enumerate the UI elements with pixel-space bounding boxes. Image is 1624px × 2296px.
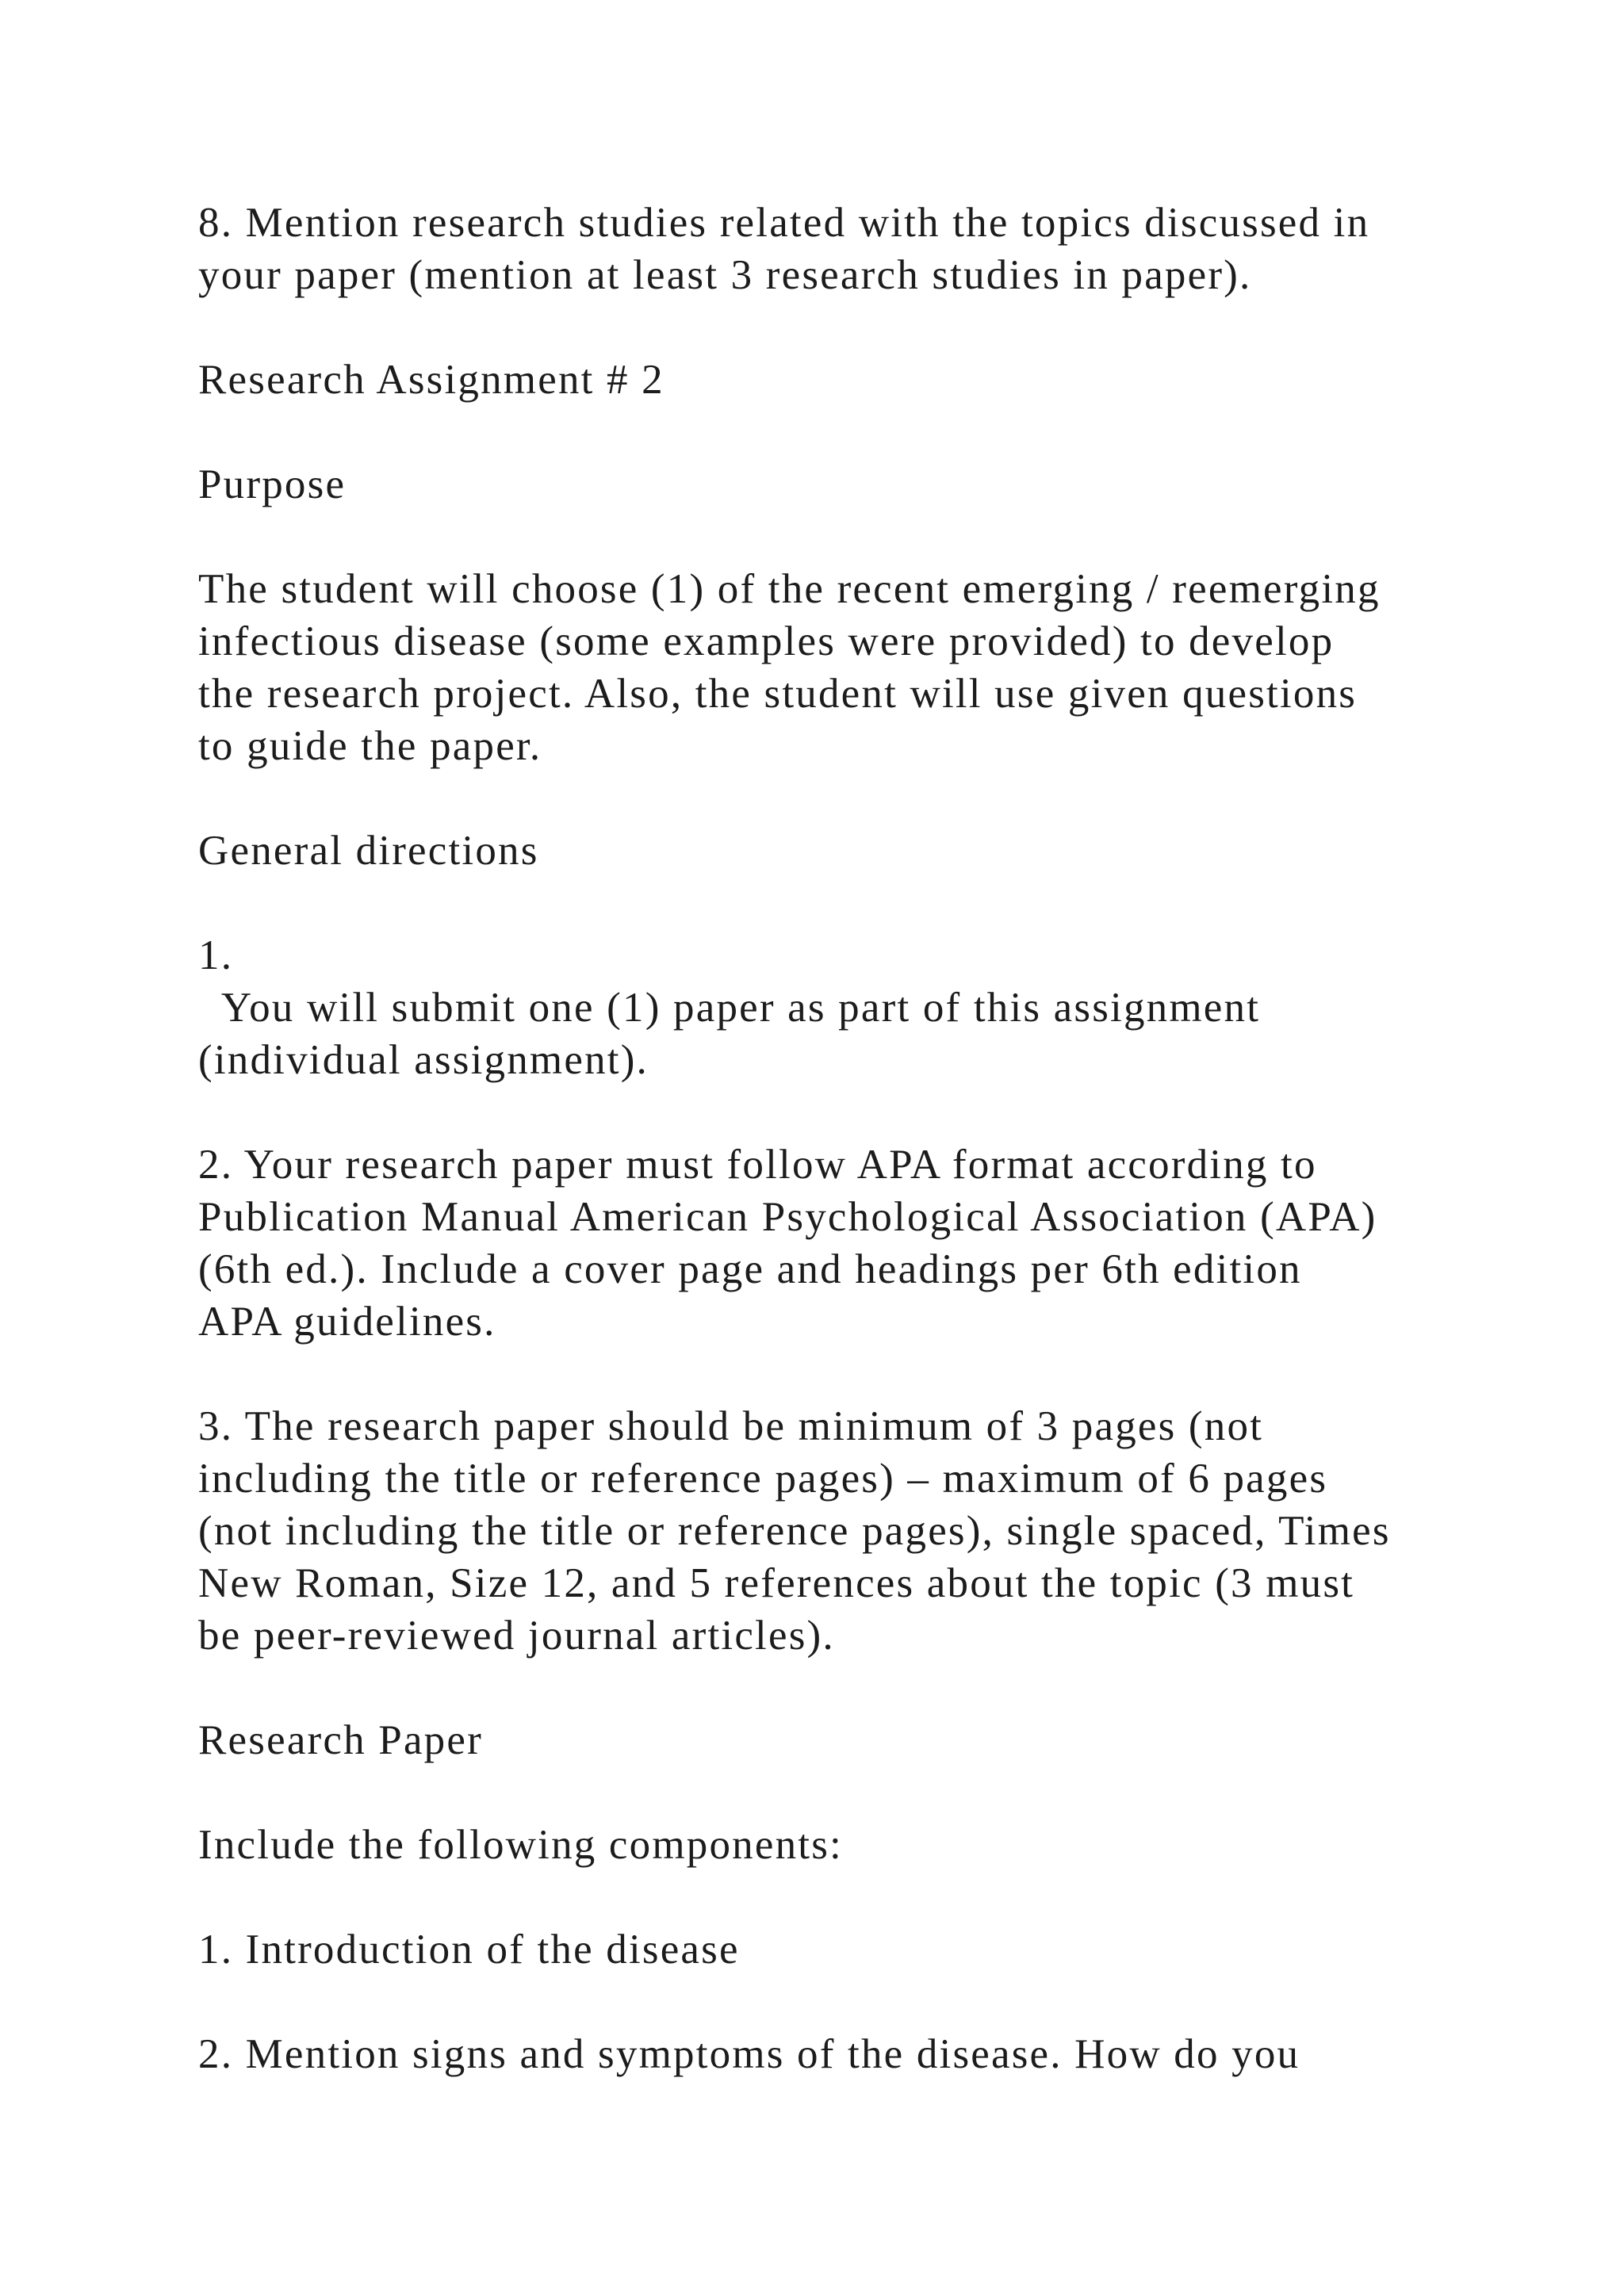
text-line: You will submit one (1) paper as part of this assignment <box>198 985 1261 1031</box>
list-item-8 <box>198 197 1483 301</box>
text-line: 8. Mention research studies related with the topics discussed in <box>198 200 1370 246</box>
text-line: be peer-reviewed journal articles). <box>198 1613 835 1659</box>
text-line: including the title or reference pages) – maximum of 6 pages <box>198 1456 1328 1502</box>
component-item-2 <box>198 2028 1483 2080</box>
heading-text: General directions <box>198 828 539 874</box>
text-line: (individual assignment). <box>198 1037 649 1083</box>
research-paper-heading <box>198 1714 1483 1766</box>
text-line: (not including the title or reference pages), single spaced, Times <box>198 1508 1391 1554</box>
heading-text: Research Assignment # 2 <box>198 357 665 403</box>
list-number: 1. <box>198 932 234 978</box>
purpose-heading <box>198 458 1483 511</box>
text-line: 1. Introduction of the disease <box>198 1927 740 1973</box>
heading-text: Purpose <box>198 461 347 507</box>
heading-text: Research Paper <box>198 1717 483 1763</box>
text-line: the research project. Also, the student will use given questions <box>198 671 1358 717</box>
text-line: APA guidelines. <box>198 1299 496 1345</box>
components-intro <box>198 1819 1483 1871</box>
text-line: 3. The research paper should be minimum of 3 pages (not <box>198 1403 1264 1449</box>
direction-item-3 <box>198 1400 1483 1662</box>
text-line: The student will choose (1) of the recent emerging / reemerging <box>198 566 1381 612</box>
document-body <box>198 197 1483 2133</box>
component-item-1 <box>198 1923 1483 1976</box>
text-line: Include the following components: <box>198 1822 843 1868</box>
direction-item-1 <box>198 929 1483 1086</box>
text-line: 2. Mention signs and symptoms of the disease. How do you <box>198 2031 1300 2077</box>
direction-item-2 <box>198 1138 1483 1348</box>
text-line: (6th ed.). Include a cover page and headings per 6th edition <box>198 1246 1302 1292</box>
assignment-heading <box>198 354 1483 406</box>
text-line: to guide the paper. <box>198 723 542 769</box>
text-line: New Roman, Size 12, and 5 references about the topic (3 must <box>198 1560 1355 1606</box>
text-line: 2. Your research paper must follow APA format according to <box>198 1142 1317 1188</box>
text-line: infectious disease (some examples were provided) to develop <box>198 618 1335 664</box>
text-line: Publication Manual American Psychological Association (APA) <box>198 1194 1377 1240</box>
text-line: your paper (mention at least 3 research studies in paper). <box>198 252 1252 298</box>
purpose-paragraph <box>198 563 1483 772</box>
general-directions-heading <box>198 825 1483 877</box>
